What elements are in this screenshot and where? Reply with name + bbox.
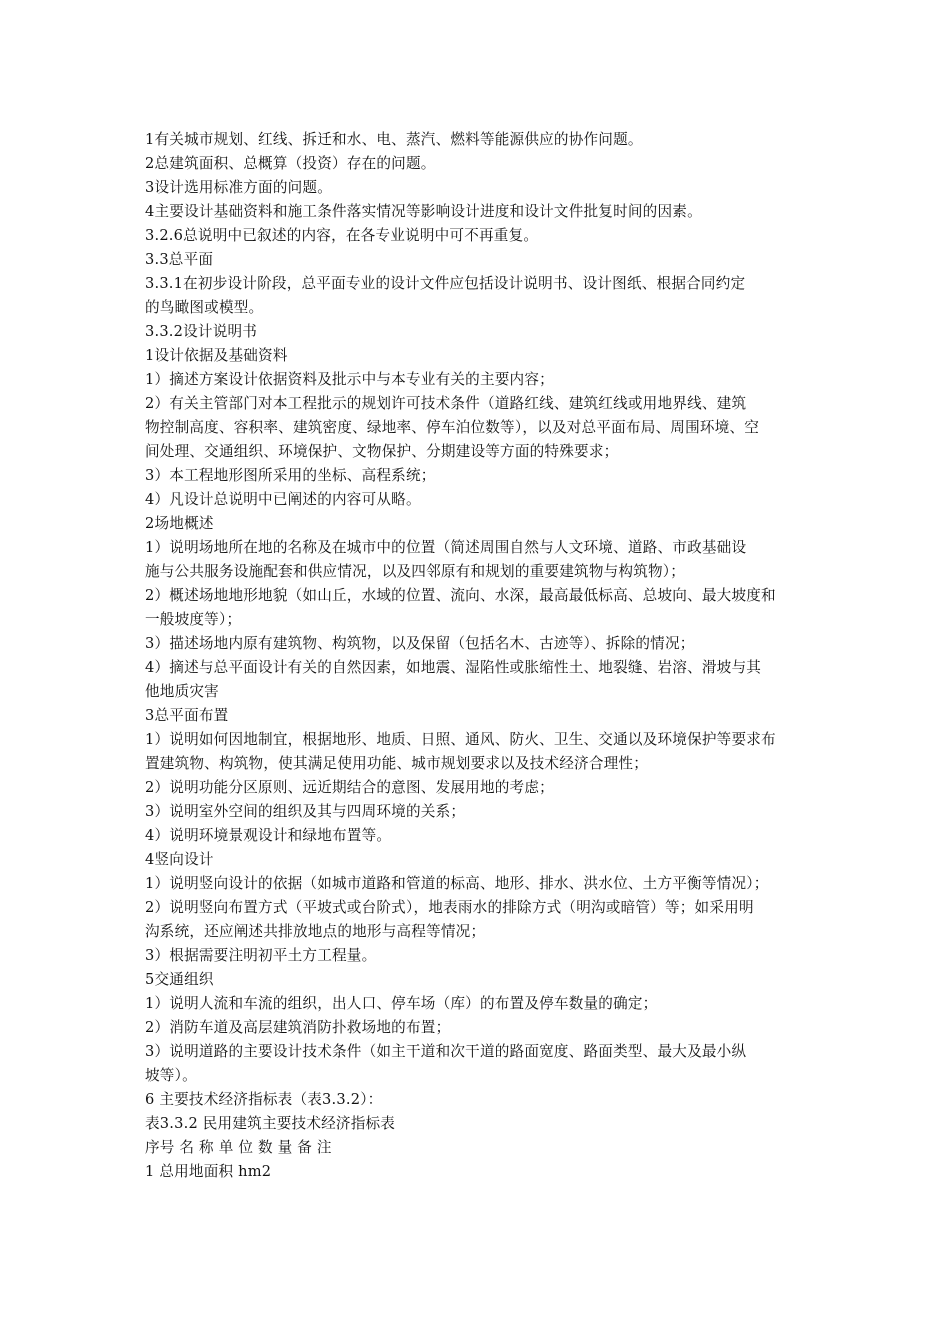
text-line: 1）说明竖向设计的依据（如城市道路和管道的标高、地形、排水、洪水位、土方平衡等情况）； xyxy=(145,875,769,892)
text-line: 2）消防车道及高层建筑消防扑救场地的布置； xyxy=(145,1019,451,1036)
text-line: 4）摘述与总平面设计有关的自然因素，如地震、湿陷性或胀缩性土、地裂缝、岩溶、滑坡与其 xyxy=(145,659,762,676)
text-line: 一般坡度等）； xyxy=(145,611,242,628)
text-line: 2场地概述 xyxy=(145,515,214,532)
text-line: 3.2.6总说明中已叙述的内容，在各专业说明中可不再重复。 xyxy=(145,227,539,244)
text-line: 物控制高度、容积率、建筑密度、绿地率、停车泊位数等），以及对总平面布局、周围环境、空 xyxy=(145,419,760,436)
text-line: 1）说明场地所在地的名称及在城市中的位置（简述周围自然与人文环境、道路、市政基础设 xyxy=(145,539,747,556)
text-line: 施与公共服务设施配套和供应情况，以及四邻原有和规划的重要建筑物与构筑物）； xyxy=(145,563,686,580)
text-line: 3）本工程地形图所采用的坐标、高程系统； xyxy=(145,467,436,484)
text-line: 2总建筑面积、总概算（投资）存在的问题。 xyxy=(145,155,436,172)
text-line: 的鸟瞰图或模型。 xyxy=(145,299,264,316)
text-line: 2）有关主管部门对本工程批示的规划许可技术条件（道路红线、建筑红线或用地界线、建筑 xyxy=(145,395,747,412)
text-line: 4）凡设计总说明中已阐述的内容可从略。 xyxy=(145,491,421,508)
text-line: 3.3总平面 xyxy=(145,251,214,268)
text-line: 4）说明环境景观设计和绿地布置等。 xyxy=(145,827,392,844)
text-line: 2）说明功能分区原则、远近期结合的意图、发展用地的考虑； xyxy=(145,779,554,796)
text-line: 3）根据需要注明初平土方工程量。 xyxy=(145,947,377,964)
text-line: 间处理、交通组织、环境保护、文物保护、分期建设等方面的特殊要求； xyxy=(145,443,619,460)
text-line: 3）描述场地内原有建筑物、构筑物，以及保留（包括名木、古迹等）、拆除的情况； xyxy=(145,635,695,652)
text-line: 1有关城市规划、红线、拆迁和水、电、蒸汽、燃料等能源供应的协作问题。 xyxy=(145,131,643,148)
text-line: 3.3.2设计说明书 xyxy=(145,323,258,340)
text-line: 沟系统，还应阐述共排放地点的地形与高程等情况； xyxy=(145,923,486,940)
text-line: 他地质灾害 xyxy=(145,683,219,700)
text-line: 6 主要技术经济指标表（表3.3.2）： xyxy=(145,1091,383,1108)
text-line: 5交通组织 xyxy=(145,971,214,988)
text-line: 4主要设计基础资料和施工条件落实情况等影响设计进度和设计文件批复时间的因素。 xyxy=(145,203,702,220)
text-line: 1）说明人流和车流的组织，出人口、停车场（库）的布置及停车数量的确定； xyxy=(145,995,658,1012)
text-line: 2）概述场地地形地貌（如山丘，水域的位置、流向、水深，最高最低标高、总坡向、最大坡度和 xyxy=(145,587,776,604)
text-line: 3.3.1在初步设计阶段，总平面专业的设计文件应包括设计说明书、设计图纸、根据合同约定 xyxy=(145,275,746,292)
text-line: 3）说明道路的主要设计技术条件（如主干道和次干道的路面宽度、路面类型、最大及最小纵 xyxy=(145,1043,747,1060)
text-line: 2）说明竖向布置方式（平坡式或台阶式），地表雨水的排除方式（明沟或暗管）等；如采用明 xyxy=(145,899,754,916)
document-body xyxy=(145,128,817,1184)
text-line: 3设计选用标准方面的问题。 xyxy=(145,179,333,196)
text-line: 表3.3.2 民用建筑主要技术经济指标表 xyxy=(145,1115,396,1132)
text-line: 坡等）。 xyxy=(145,1067,197,1084)
text-line: 序号 名 称 单 位 数 量 备 注 xyxy=(145,1139,332,1156)
text-line: 4竖向设计 xyxy=(145,851,214,868)
text-line: 置建筑物、构筑物，使其满足使用功能、城市规划要求以及技术经济合理性； xyxy=(145,755,648,772)
text-line: 1 总用地面积 hm2 xyxy=(145,1163,272,1180)
text-line: 3）说明室外空间的组织及其与四周环境的关系； xyxy=(145,803,466,820)
text-line: 1）说明如何因地制宜，根据地形、地质、日照、通风、防火、卫生、交通以及环境保护等要求布 xyxy=(145,731,776,748)
text-line: 3总平面布置 xyxy=(145,707,229,724)
text-line: 1）摘述方案设计依据资料及批示中与本专业有关的主要内容； xyxy=(145,371,554,388)
text-line: 1设计依据及基础资料 xyxy=(145,347,288,364)
